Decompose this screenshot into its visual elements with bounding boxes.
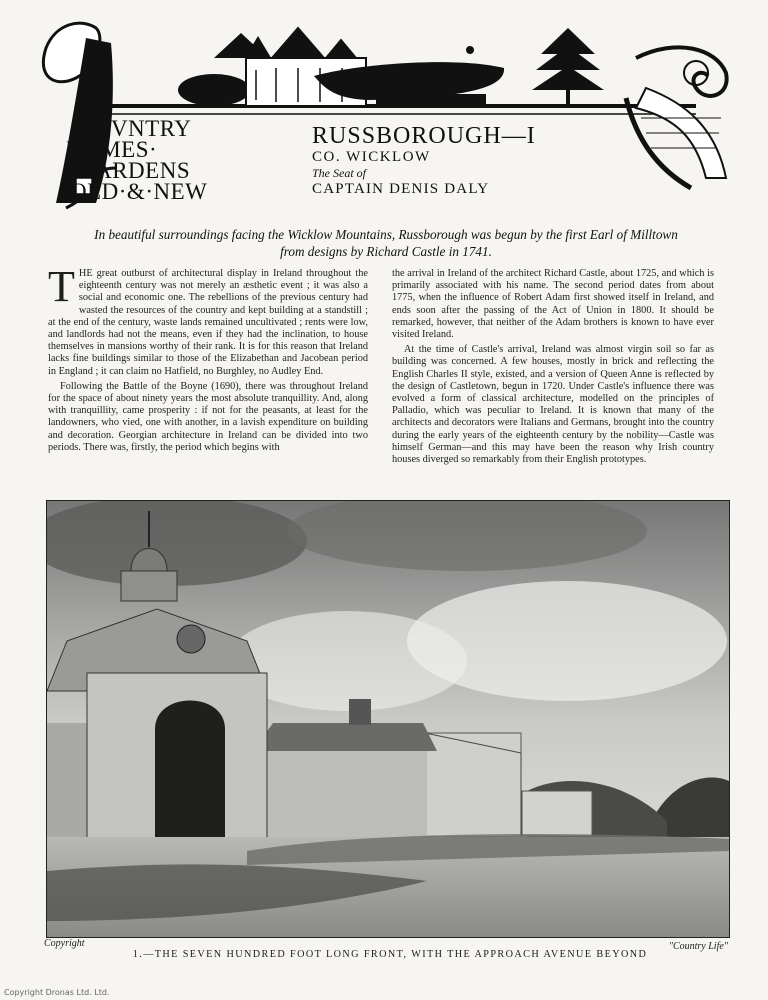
article-owner: CAPTAIN DENIS DALY xyxy=(312,181,490,197)
watermark: Copyright Dronas Ltd. Ltd. xyxy=(4,988,110,997)
masthead-line-3: GARDENS xyxy=(78,158,191,183)
article-column-left xyxy=(48,262,368,457)
article-column-right xyxy=(392,268,714,469)
article-seat-label: The Seat of xyxy=(312,166,366,180)
drop-cap: T xyxy=(48,262,75,311)
photo-copyright: Copyright xyxy=(44,938,85,949)
masthead xyxy=(64,118,304,202)
paragraph: Following the Battle of the Boyne (1690), there was throughout Ireland for the space of about ninety years the most absolute tranquillity. And, along with tranquillity, came prosperity : if not for the peasants, at least for the landowners, who vied, one with another, in a lavish expenditure on building and decoration. Georgian architecture in Ireland can be divided into two periods. There was, firstly, the period which begins with xyxy=(48,380,368,453)
article-county: CO. WICKLOW xyxy=(312,149,431,165)
russborough-photograph xyxy=(46,500,730,938)
article-heading xyxy=(312,124,642,198)
photo-caption: 1.—THE SEVEN HUNDRED FOOT LONG FRONT, WITH THE APPROACH AVENUE BEYOND xyxy=(132,949,648,960)
masthead-line-4: OLD·&·NEW xyxy=(70,179,208,204)
masthead-line-2: HOMES· xyxy=(66,137,158,162)
article-title: RUSSBOROUGH—I xyxy=(312,123,536,149)
paragraph-text: HE great outburst of architectural display in Ireland throughout the eighteenth century was not merely an æsthetic event ; it was also a social and economic one. The rebellions of the previous century had wasted the resources of the country and kept building at a standstill ; at the end of the century, waste lands remained uncultivated ; rents were low, and landlords had not the means, even if they had the inclination, to house themselves in mansions worthy of their rank. It is for this reason that Ireland lacks fine buildings similar to those of the Elizabethan and Jacobean period in England ; it can claim no Hatfield, no Burghley, no Audley End. xyxy=(48,268,368,377)
paragraph: the arrival in Ireland of the architect Richard Castle, about 1725, and which is primarily associated with his name. The second period dates from about 1775, when the influence of Robert Adam first showed itself in Ireland, and ends soon after the passing of the Act of Union in 1800. It should be remarked, however, that neither of the Adam brothers is known to have ever visited Ireland. xyxy=(392,268,714,341)
masthead-line-1: COVNTRY xyxy=(78,116,192,141)
photo-source: "Country Life" xyxy=(668,941,728,952)
paragraph xyxy=(48,262,368,378)
intro-standfirst: In beautiful surroundings facing the Wicklow Mountains, Russborough was begun by the first Earl of Milltown from designs by Richard Castle in 1741. xyxy=(94,227,678,259)
paragraph: At the time of Castle's arrival, Ireland was almost virgin soil so far as building was concerned. A few houses, mostly in brick and reflecting the English Charles II style, existed, and a version of Queen Anne is reflected by the design of Castletown, begun in 1720. Under Castle's influence there was evolved a form of classical architecture, modelled on the principles of Palladio, which was peculiar to Ireland. It is known that many of the architects and decorators were Italians and Germans, brought into the country during the early years of the eighteenth century by the nobility—Castle was himself German—and this may have been the reason why Irish country houses diverged so remarkably from their English prototypes. xyxy=(392,344,714,466)
